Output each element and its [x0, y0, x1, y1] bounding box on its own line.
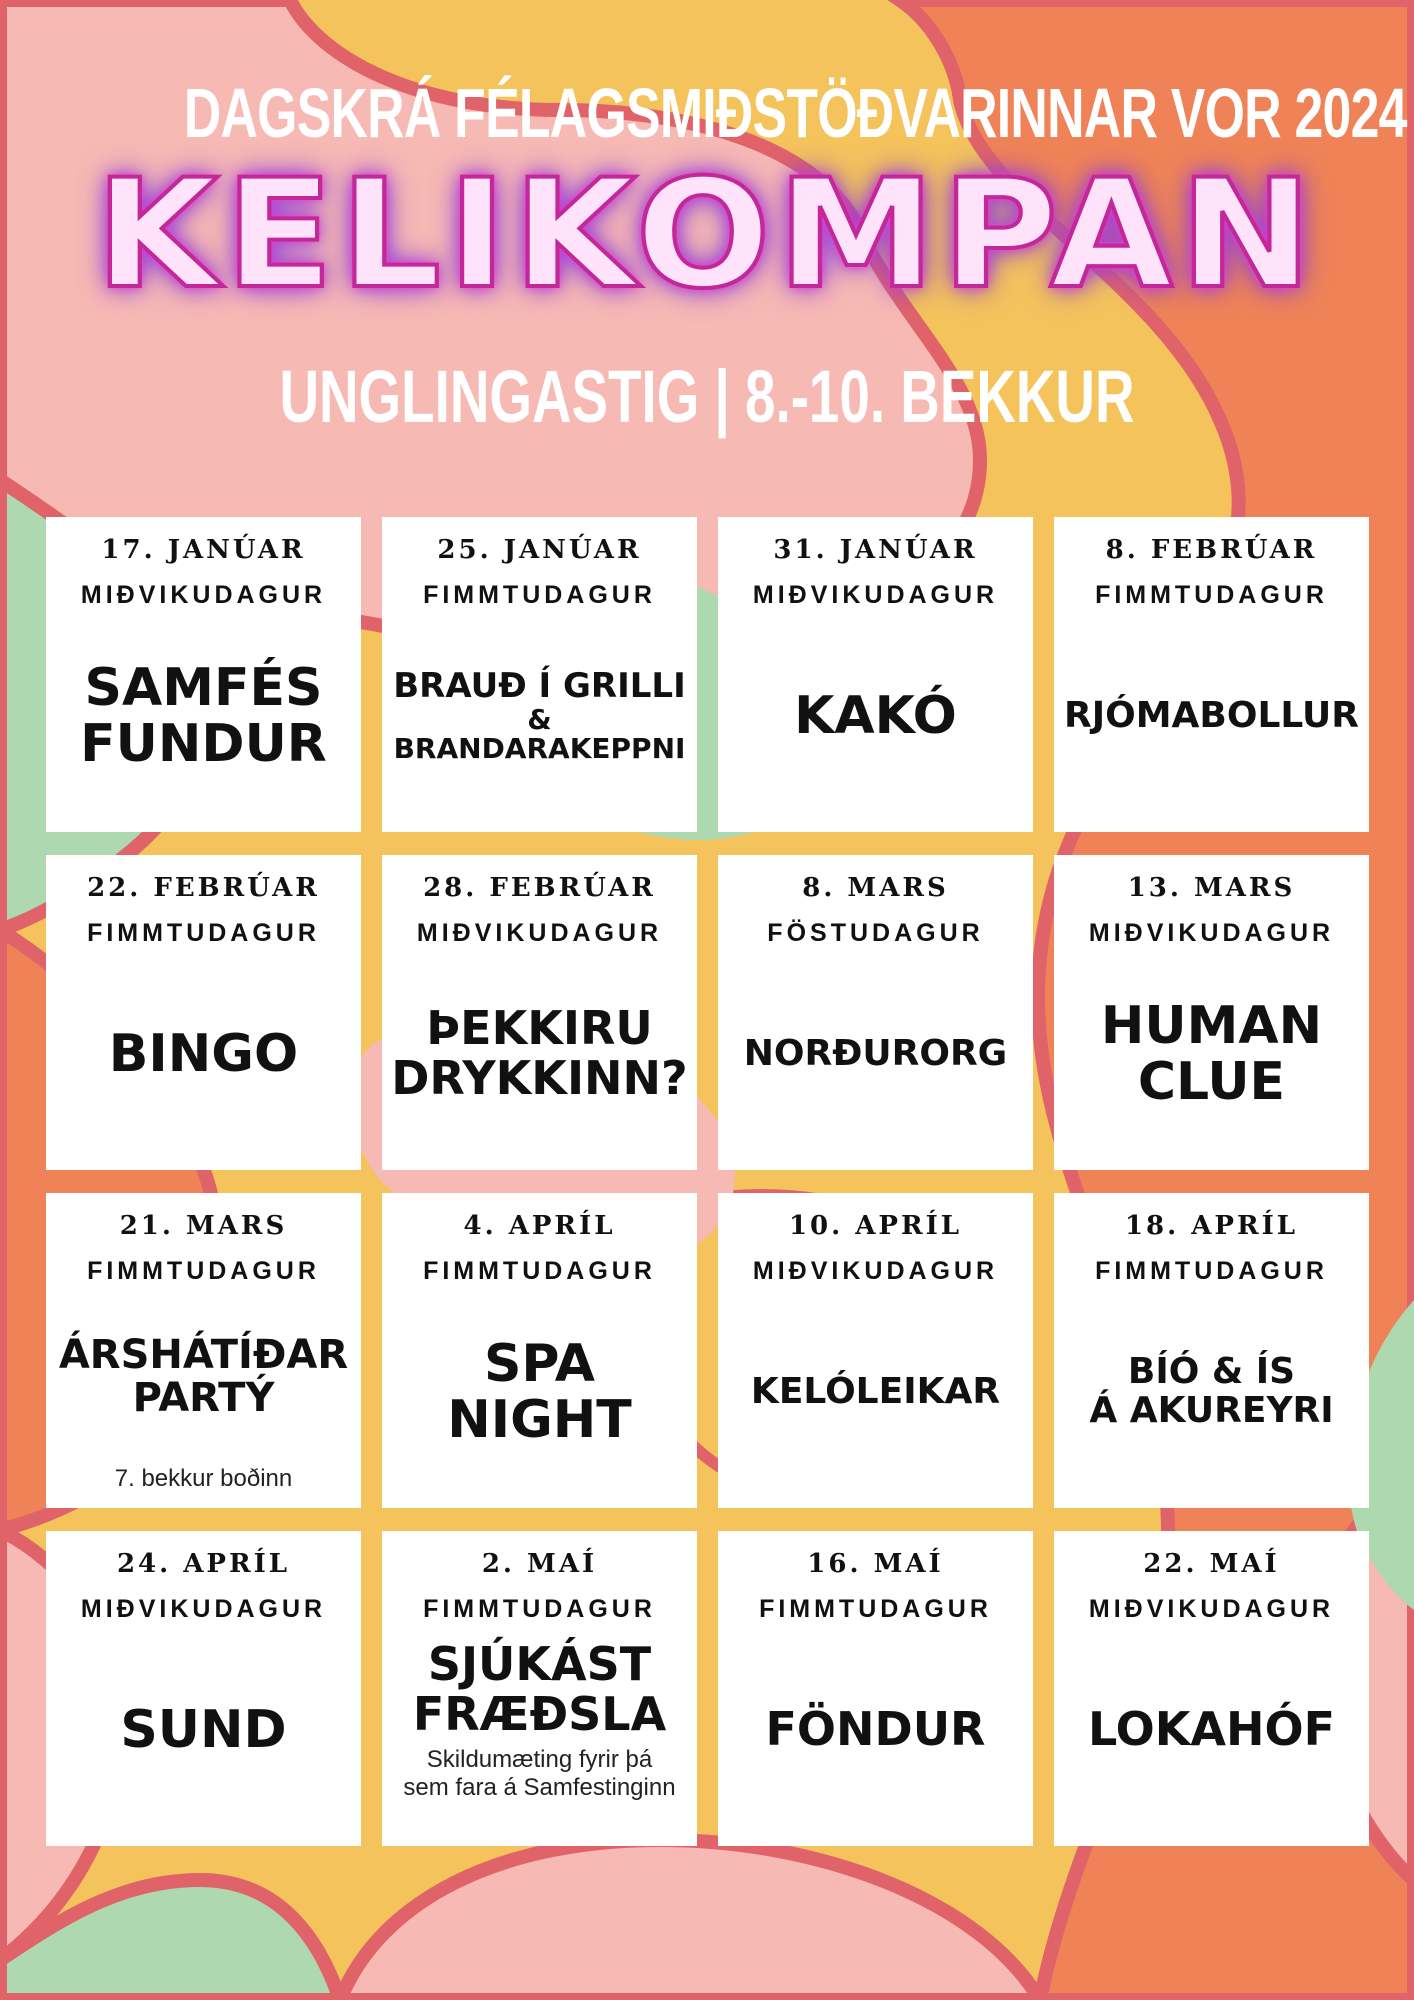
event-card [46, 517, 361, 832]
event-title: DRYKKINN? [391, 1051, 688, 1106]
event-weekday: FIMMTUDAGUR [87, 919, 320, 948]
event-title: SUND [120, 1700, 287, 1761]
event-title: PARTÝ [132, 1375, 275, 1422]
event-date: 25. JANÚAR [437, 535, 642, 565]
event-weekday: FÖSTUDAGUR [767, 919, 984, 948]
event-date: 22. FEBRÚAR [87, 873, 320, 903]
event-card [718, 855, 1033, 1170]
event-card [46, 1531, 361, 1846]
event-card [718, 1193, 1033, 1508]
events-grid [46, 517, 1370, 1846]
brand-neon-logo: KELIKOMPAN [95, 148, 1319, 322]
event-title: SJÚKÁST [427, 1637, 652, 1692]
event-title: BÍÓ & ÍS [1127, 1351, 1296, 1393]
event-weekday: FIMMTUDAGUR [423, 1257, 656, 1286]
event-card [46, 855, 361, 1170]
grade-subtitle: UNGLINGASTIG | 8.-10. BEKKUR [279, 355, 1135, 438]
event-date: 2. MAÍ [481, 1549, 598, 1579]
event-title: ÞEKKIRU [426, 1001, 653, 1056]
event-card [1054, 517, 1369, 832]
event-weekday: FIMMTUDAGUR [423, 581, 656, 610]
event-note: 7. bekkur boðinn [114, 1465, 293, 1493]
event-card [46, 1193, 361, 1508]
event-date: 21. MARS [119, 1211, 288, 1241]
event-card [718, 517, 1033, 832]
event-weekday: FIMMTUDAGUR [1095, 1257, 1328, 1286]
event-date: 16. MAÍ [807, 1549, 944, 1579]
event-title: RJÓMABOLLUR [1064, 694, 1359, 736]
event-date: 24. APRÍL [116, 1549, 291, 1579]
event-weekday: MIÐVIKUDAGUR [80, 1595, 327, 1624]
event-date: 31. JANÚAR [773, 535, 978, 565]
event-card [382, 1531, 697, 1846]
event-title: BRANDARAKEPPNI [393, 732, 686, 766]
event-weekday: FIMMTUDAGUR [1095, 581, 1328, 610]
event-title: SPA [483, 1333, 596, 1394]
event-card [1054, 1531, 1369, 1846]
event-date: 13. MARS [1127, 873, 1296, 903]
event-date: 22. MAÍ [1143, 1549, 1280, 1579]
event-weekday: MIÐVIKUDAGUR [416, 919, 663, 948]
event-date: 18. APRÍL [1124, 1211, 1299, 1241]
event-date: 28. FEBRÚAR [423, 873, 656, 903]
event-weekday: FIMMTUDAGUR [87, 1257, 320, 1286]
schedule-heading: DAGSKRÁ FÉLAGSMIÐSTÖÐVARINNAR VOR 2024 [183, 74, 1407, 152]
event-title: ÁRSHÁTÍÐAR [58, 1331, 349, 1378]
event-date: 17. JANÚAR [101, 535, 306, 565]
event-weekday: MIÐVIKUDAGUR [1088, 1595, 1335, 1624]
event-title: NIGHT [447, 1390, 632, 1451]
event-title: FUNDUR [80, 714, 327, 775]
event-title: KAKÓ [794, 686, 957, 747]
event-title: LOKAHÓF [1087, 1702, 1336, 1757]
event-date: 4. APRÍL [463, 1211, 616, 1241]
event-weekday: FIMMTUDAGUR [423, 1595, 656, 1624]
event-title: FRÆÐSLA [412, 1686, 667, 1741]
event-weekday: MIÐVIKUDAGUR [1088, 919, 1335, 948]
event-card [382, 517, 697, 832]
event-card [1054, 1193, 1369, 1508]
event-title: Á AKUREYRI [1089, 1390, 1334, 1432]
event-title: FÖNDUR [765, 1702, 986, 1757]
event-card [382, 1193, 697, 1508]
event-date: 8. FEBRÚAR [1105, 535, 1318, 565]
event-title: HUMAN [1100, 995, 1323, 1056]
event-title: & [527, 702, 552, 736]
event-note: Skildumæting fyrir þá sem fara á Samfestinginn [403, 1745, 676, 1802]
event-card [382, 855, 697, 1170]
event-date: 10. APRÍL [788, 1211, 963, 1241]
event-weekday: FIMMTUDAGUR [759, 1595, 992, 1624]
event-title: BINGO [108, 1024, 299, 1085]
event-card [718, 1531, 1033, 1846]
event-title: BRAUÐ Í GRILLI [393, 665, 686, 706]
event-title: KELÓLEIKAR [750, 1370, 1001, 1412]
event-weekday: MIÐVIKUDAGUR [752, 581, 999, 610]
event-weekday: MIÐVIKUDAGUR [752, 1257, 999, 1286]
event-title: SAMFÉS [84, 657, 323, 718]
event-title: CLUE [1137, 1052, 1286, 1113]
event-title: NORÐURORG [743, 1032, 1008, 1074]
event-date: 8. MARS [802, 873, 949, 903]
event-card [1054, 855, 1369, 1170]
event-weekday: MIÐVIKUDAGUR [80, 581, 327, 610]
